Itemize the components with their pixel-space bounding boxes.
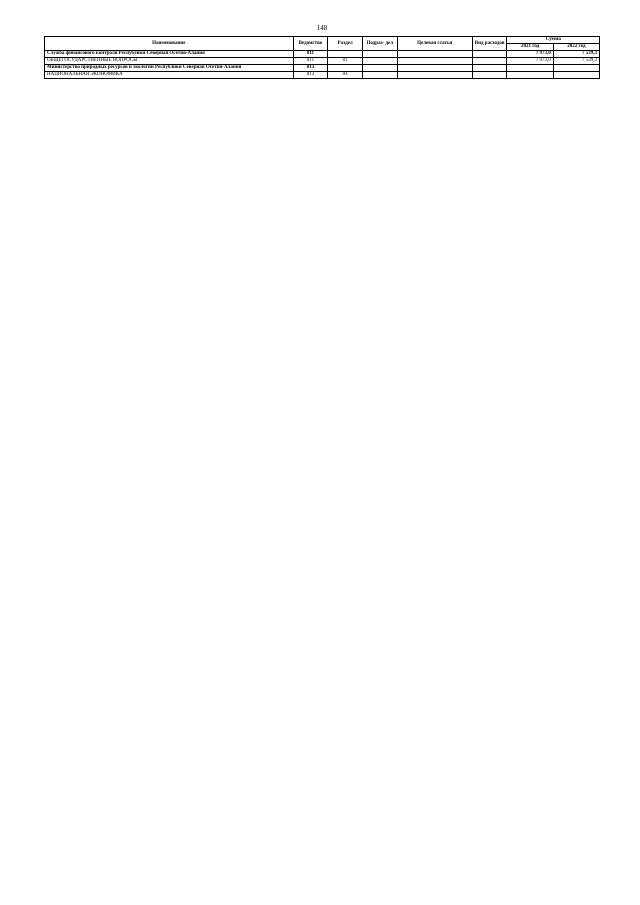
row-amount-2021: 7 973,0 xyxy=(507,58,553,65)
table-header xyxy=(45,37,600,51)
header-subsection: Подраз- дел xyxy=(362,37,397,51)
row-type xyxy=(472,65,507,72)
table-row xyxy=(45,72,600,79)
row-section xyxy=(328,65,363,72)
row-subsection xyxy=(362,58,397,65)
row-amount-2022 xyxy=(553,65,599,72)
table-row xyxy=(45,51,600,58)
row-target xyxy=(397,58,472,65)
row-department: 813 xyxy=(293,72,328,79)
table-row xyxy=(45,65,600,72)
header-department: Ведомство xyxy=(293,37,328,51)
header-year-2022: 2022 год xyxy=(553,44,599,51)
header-name: Наименование xyxy=(45,37,294,51)
row-section xyxy=(328,51,363,58)
row-target xyxy=(397,65,472,72)
row-department: 811 xyxy=(293,58,328,65)
header-sum: Сумма xyxy=(507,37,600,44)
table-row xyxy=(45,58,600,65)
row-type xyxy=(472,72,507,79)
header-target: Целевая статья xyxy=(397,37,472,51)
row-department: 811 xyxy=(293,51,328,58)
budget-table xyxy=(44,36,600,79)
header-year-2021: 2021 год xyxy=(507,44,553,51)
row-department: 813 xyxy=(293,65,328,72)
row-amount-2021 xyxy=(507,65,553,72)
row-name: Служба финансового контроля Республики Северная Осетия-Алания xyxy=(45,51,294,58)
row-subsection xyxy=(362,72,397,79)
row-amount-2022 xyxy=(553,72,599,79)
row-name: Министерство природных ресурсов и экологии Республики Северная Осетия-Алания xyxy=(45,65,294,72)
row-amount-2021: 7 973,0 xyxy=(507,51,553,58)
row-amount-2022: 7 539,3 xyxy=(553,58,599,65)
row-type xyxy=(472,51,507,58)
row-section: 04 xyxy=(328,72,363,79)
row-target xyxy=(397,72,472,79)
row-subsection xyxy=(362,65,397,72)
header-section: Раздел xyxy=(328,37,363,51)
row-subsection xyxy=(362,51,397,58)
row-section: 01 xyxy=(328,58,363,65)
row-amount-2021 xyxy=(507,72,553,79)
row-name: НАЦИОНАЛЬНАЯ ЭКОНОМИКА xyxy=(45,72,294,79)
table-body xyxy=(45,51,600,79)
header-type: Вид расходов xyxy=(472,37,507,51)
row-amount-2022: 7 539,3 xyxy=(553,51,599,58)
row-target xyxy=(397,51,472,58)
page-number: 148 xyxy=(316,24,328,32)
row-name: ОБЩЕГОСУДАРСТВЕННЫЕ ВОПРОСЫ xyxy=(45,58,294,65)
row-type xyxy=(472,58,507,65)
